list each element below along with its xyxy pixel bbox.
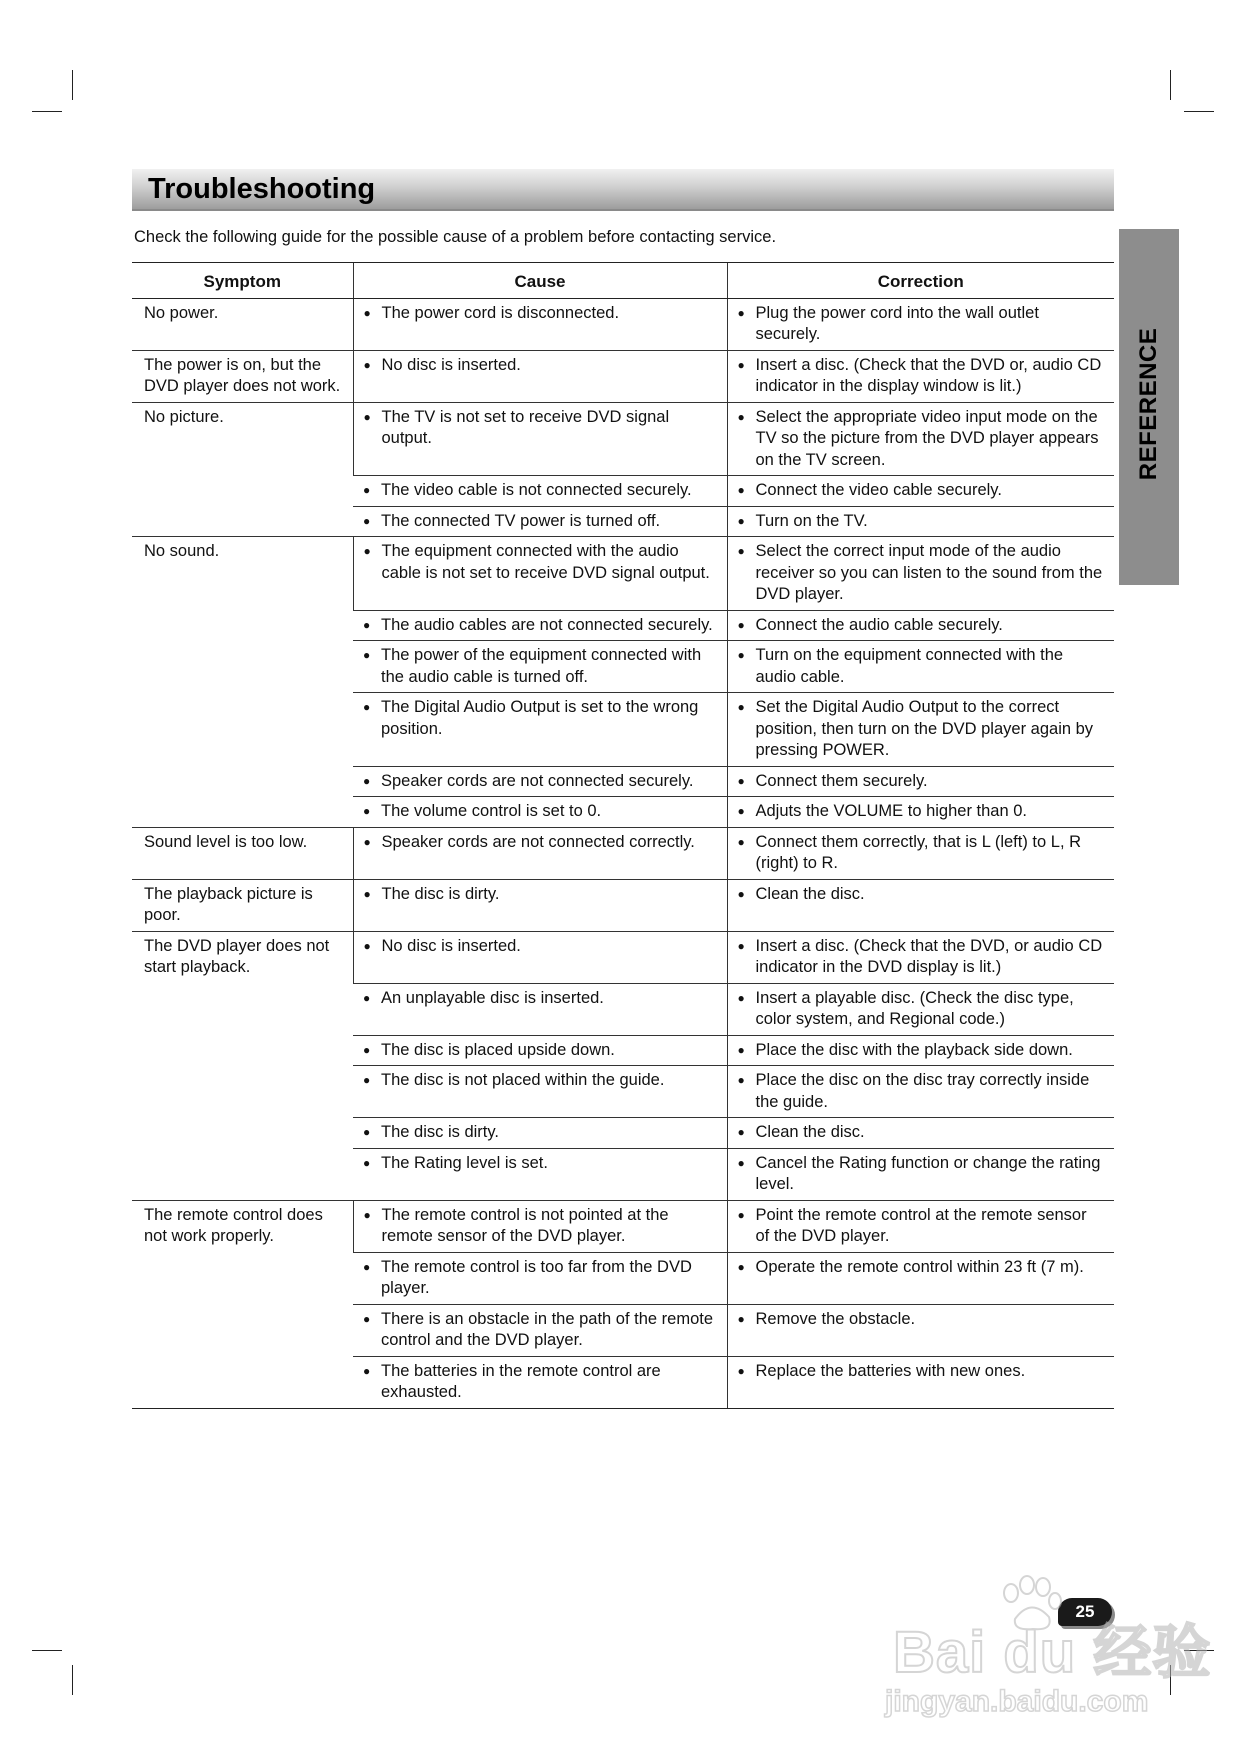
cause-text: The audio cables are not connected securely. [381, 615, 713, 634]
bullet-icon: ● [737, 617, 745, 632]
section-side-tab [1119, 229, 1179, 585]
column-header-cause: Cause [353, 263, 727, 299]
cause-text: The equipment connected with the audio cable is not set to receive DVD signal output. [381, 542, 710, 582]
cause-text: Speaker cords are not connected securely. [381, 771, 694, 790]
table-row [132, 1200, 1114, 1252]
intro-text: Check the following guide for the possible cause of a problem before contacting service. [134, 228, 777, 246]
bullet-icon: ● [363, 1073, 371, 1087]
cause-item [363, 645, 717, 688]
bullet-icon: ● [363, 773, 371, 788]
crop-mark-top-left-horizontal [32, 111, 62, 112]
cause-cell [353, 537, 727, 611]
cause-item [364, 884, 717, 906]
cause-cell [353, 1200, 727, 1252]
cause-text: The TV is not set to receive DVD signal output. [381, 407, 670, 447]
bullet-icon: ● [737, 483, 745, 497]
bullet-icon: ● [737, 1155, 745, 1170]
cause-text: There is an obstacle in the path of the remote control and the DVD player. [381, 1309, 714, 1349]
correction-item [738, 355, 1105, 398]
cause-text: The disc is dirty. [381, 884, 500, 903]
cause-item [363, 1309, 717, 1352]
correction-item [738, 1122, 1105, 1144]
correction-text: Set the Digital Audio Output to the correct position, then turn on the DVD player again by pressing POWER. [755, 698, 1094, 759]
correction-item [738, 1309, 1105, 1331]
correction-cell [727, 1148, 1114, 1200]
correction-cell [727, 1304, 1114, 1356]
bullet-icon: ● [363, 483, 371, 497]
correction-text: Connect them securely. [755, 771, 928, 790]
symptom-cell: The power is on, but the DVD player does not work. [132, 350, 353, 402]
bullet-icon: ● [737, 513, 745, 528]
cause-text: The Rating level is set. [381, 1153, 548, 1172]
correction-item [738, 303, 1105, 346]
cause-text: The disc is placed upside down. [381, 1040, 615, 1059]
baidu-watermark [885, 1575, 1212, 1725]
cause-cell [353, 1252, 727, 1304]
table-row [132, 402, 1114, 476]
correction-cell [727, 1200, 1114, 1252]
bullet-icon: ● [737, 357, 745, 372]
correction-text: Select the appropriate video input mode on the TV so the picture from the DVD player appears on the TV screen. [755, 407, 1099, 469]
crop-mark-bottom-left-vertical [72, 1665, 73, 1695]
crop-mark-top-left-vertical [72, 70, 73, 100]
bullet-icon: ● [737, 1073, 745, 1087]
cause-item [363, 511, 717, 533]
correction-cell [727, 797, 1114, 828]
correction-item [738, 1070, 1105, 1113]
cause-text: No disc is inserted. [381, 355, 521, 374]
correction-text: Plug the power cord into the wall outlet securely. [755, 303, 1039, 343]
correction-text: Insert a disc. (Check that the DVD or, audio CD indicator in the display window is lit.) [755, 355, 1102, 395]
bullet-icon: ● [363, 990, 371, 1005]
symptom-cell: No sound. [132, 537, 353, 828]
correction-item [738, 1361, 1105, 1383]
correction-text: Clean the disc. [755, 884, 865, 903]
correction-item [738, 884, 1105, 906]
cause-cell [353, 1035, 727, 1066]
bullet-icon: ● [363, 886, 371, 901]
correction-text: Insert a playable disc. (Check the disc type, color system, and Regional code.) [755, 988, 1074, 1028]
bullet-icon: ● [363, 617, 371, 632]
correction-text: Insert a disc. (Check that the DVD, or audio CD indicator in the DVD display is lit.) [755, 936, 1103, 976]
correction-cell [727, 1066, 1114, 1118]
cause-text: The batteries in the remote control are exhausted. [381, 1361, 661, 1401]
correction-cell [727, 1356, 1114, 1408]
correction-item [738, 1040, 1105, 1062]
table-row [132, 931, 1114, 983]
correction-text: Place the disc on the disc tray correctly inside the guide. [755, 1071, 1090, 1111]
table-row [132, 879, 1114, 931]
correction-text: Remove the obstacle. [755, 1309, 916, 1328]
bullet-icon: ● [363, 834, 371, 849]
correction-item [738, 480, 1105, 502]
correction-text: Cancel the Rating function or change the rating level. [755, 1153, 1101, 1193]
cause-text: The disc is dirty. [381, 1123, 499, 1141]
cause-text: The disc is not placed within the guide. [381, 1071, 665, 1089]
cause-cell [353, 693, 727, 767]
correction-text: Select the correct input mode of the audio receiver so you can listen to the sound from the DVD player. [755, 542, 1103, 603]
cause-cell [353, 827, 727, 879]
correction-cell [727, 1118, 1114, 1149]
bullet-icon: ● [737, 834, 745, 849]
crop-mark-bottom-left-horizontal [32, 1650, 62, 1651]
cause-cell [353, 983, 727, 1035]
cause-item [363, 771, 717, 793]
cause-cell [353, 879, 727, 931]
cause-item [364, 303, 717, 325]
correction-item [738, 832, 1105, 875]
correction-item [738, 407, 1105, 472]
cause-cell [353, 610, 727, 641]
cause-item [364, 541, 717, 584]
bullet-icon: ● [737, 1207, 745, 1222]
cause-text: The video cable is not connected securely. [381, 481, 692, 499]
cause-text: An unplayable disc is inserted. [381, 988, 604, 1007]
troubleshooting-table [132, 262, 1114, 1409]
symptom-cell: Sound level is too low. [132, 827, 353, 879]
watermark-logo-text: Bai du 经验 [893, 1620, 1212, 1685]
bullet-icon: ● [363, 1259, 371, 1274]
correction-text: Operate the remote control within 23 ft (7 m). [755, 1257, 1084, 1276]
correction-cell [727, 983, 1114, 1035]
bullet-icon: ● [737, 1259, 745, 1274]
cause-text: The Digital Audio Output is set to the wrong position. [381, 698, 699, 738]
cause-item [364, 1205, 717, 1248]
correction-text: Turn on the TV. [755, 511, 868, 530]
symptom-cell: No picture. [132, 402, 353, 537]
watermark-url: jingyan.baidu.com [885, 1685, 1149, 1718]
correction-text: Point the remote control at the remote sensor of the DVD player. [755, 1205, 1087, 1245]
correction-item [738, 511, 1105, 533]
cause-cell [353, 1356, 727, 1408]
cause-item [363, 1153, 717, 1175]
cause-item [364, 936, 717, 958]
cause-cell [353, 506, 727, 537]
correction-item [738, 988, 1105, 1031]
bullet-icon: ● [363, 305, 371, 320]
table-header-row [132, 263, 1114, 299]
cause-text: The power cord is disconnected. [381, 303, 620, 322]
cause-cell [353, 1304, 727, 1356]
crop-mark-top-right-vertical [1170, 70, 1171, 100]
cause-cell [353, 476, 727, 507]
bullet-icon: ● [737, 1311, 745, 1326]
bullet-icon: ● [363, 1125, 371, 1139]
symptom-cell: The DVD player does not start playback. [132, 931, 353, 1200]
cause-text: The remote control is not pointed at the remote sensor of the DVD player. [381, 1205, 669, 1245]
cause-item [363, 480, 717, 502]
bullet-icon: ● [737, 804, 745, 818]
correction-cell [727, 298, 1114, 350]
cause-cell [353, 350, 727, 402]
cause-cell [353, 402, 727, 476]
correction-cell [727, 827, 1114, 879]
bullet-icon: ● [363, 1042, 371, 1057]
correction-cell [727, 931, 1114, 983]
bullet-icon: ● [363, 700, 371, 714]
correction-item [738, 801, 1105, 823]
bullet-icon: ● [363, 804, 371, 818]
correction-item [738, 697, 1105, 762]
cause-item [363, 615, 717, 637]
cause-cell [353, 1118, 727, 1149]
table-row [132, 350, 1114, 402]
cause-item [363, 1122, 717, 1144]
cause-text: The power of the equipment connected with the audio cable is turned off. [381, 646, 702, 686]
bullet-icon: ● [363, 648, 371, 662]
correction-cell [727, 537, 1114, 611]
cause-cell [353, 1066, 727, 1118]
bullet-icon: ● [737, 409, 745, 424]
correction-text: Turn on the equipment connected with the audio cable. [755, 646, 1064, 686]
correction-item [738, 615, 1105, 637]
cause-item [363, 801, 717, 823]
table-row [132, 537, 1114, 611]
cause-text: The remote control is too far from the DVD player. [381, 1257, 692, 1297]
correction-cell [727, 693, 1114, 767]
correction-cell [727, 1035, 1114, 1066]
correction-item [738, 1257, 1105, 1279]
correction-text: Replace the batteries with new ones. [755, 1361, 1026, 1380]
cause-item [363, 1257, 717, 1300]
bullet-icon: ● [363, 1363, 371, 1378]
section-title-bar [132, 169, 1114, 211]
bullet-icon: ● [363, 1207, 371, 1222]
cause-cell [353, 797, 727, 828]
correction-cell [727, 1252, 1114, 1304]
symptom-cell: The playback picture is poor. [132, 879, 353, 931]
bullet-icon: ● [737, 700, 745, 714]
correction-item [738, 1153, 1105, 1196]
bullet-icon: ● [737, 648, 745, 662]
bullet-icon: ● [363, 409, 371, 424]
correction-text: Place the disc with the playback side down. [755, 1040, 1073, 1059]
correction-text: Connect the audio cable securely. [755, 615, 1003, 634]
side-tab-label: REFERENCE [1135, 327, 1162, 481]
cause-text: Speaker cords are not connected correctly. [381, 832, 695, 851]
correction-cell [727, 766, 1114, 797]
correction-text: Connect them correctly, that is L (left) to L, R (right) to R. [755, 832, 1082, 872]
cause-cell [353, 766, 727, 797]
cause-cell [353, 931, 727, 983]
correction-text: Connect the video cable securely. [755, 481, 1002, 499]
bullet-icon: ● [737, 1363, 745, 1378]
cause-cell [353, 1148, 727, 1200]
bullet-icon: ● [737, 938, 745, 953]
symptom-cell: The remote control does not work properly. [132, 1200, 353, 1408]
bullet-icon: ● [363, 544, 371, 558]
cause-item [364, 355, 717, 377]
correction-item [738, 1205, 1105, 1248]
column-header-correction: Correction [727, 263, 1114, 299]
crop-mark-top-right-horizontal [1184, 111, 1214, 112]
correction-text: Clean the disc. [755, 1123, 865, 1141]
correction-item [738, 936, 1105, 979]
correction-item [738, 541, 1105, 606]
correction-text: Adjuts the VOLUME to higher than 0. [755, 802, 1027, 820]
bullet-icon: ● [737, 544, 745, 558]
page-title: Troubleshooting [148, 173, 376, 205]
bullet-icon: ● [737, 990, 745, 1005]
cause-text: No disc is inserted. [381, 936, 521, 955]
bullet-icon: ● [737, 305, 745, 320]
correction-cell [727, 402, 1114, 476]
cause-item [364, 407, 717, 450]
correction-item [738, 771, 1105, 793]
correction-cell [727, 506, 1114, 537]
bullet-icon: ● [737, 773, 745, 788]
bullet-icon: ● [737, 1042, 745, 1057]
correction-cell [727, 610, 1114, 641]
table-row [132, 298, 1114, 350]
correction-cell [727, 879, 1114, 931]
cause-item [363, 697, 717, 740]
cause-cell [353, 641, 727, 693]
bullet-icon: ● [363, 1311, 371, 1326]
bullet-icon: ● [363, 1155, 371, 1170]
cause-cell [353, 298, 727, 350]
table-row [132, 827, 1114, 879]
bullet-icon: ● [737, 886, 745, 901]
correction-cell [727, 641, 1114, 693]
cause-text: The connected TV power is turned off. [381, 511, 661, 530]
bullet-icon: ● [737, 1125, 745, 1139]
symptom-cell: No power. [132, 298, 353, 350]
cause-item [363, 988, 717, 1010]
bullet-icon: ● [363, 513, 371, 528]
troubleshooting-table-container [132, 262, 1114, 1409]
cause-item [363, 1070, 717, 1092]
bullet-icon: ● [363, 357, 371, 372]
column-header-symptom: Symptom [132, 263, 353, 299]
table-body [132, 298, 1114, 1408]
cause-text: The volume control is set to 0. [381, 802, 602, 820]
correction-cell [727, 350, 1114, 402]
cause-item [364, 832, 717, 854]
correction-item [738, 645, 1105, 688]
page-number-badge: 25 [1058, 1598, 1112, 1626]
correction-cell [727, 476, 1114, 507]
bullet-icon: ● [363, 938, 371, 953]
cause-item [363, 1361, 717, 1404]
cause-item [363, 1040, 717, 1062]
